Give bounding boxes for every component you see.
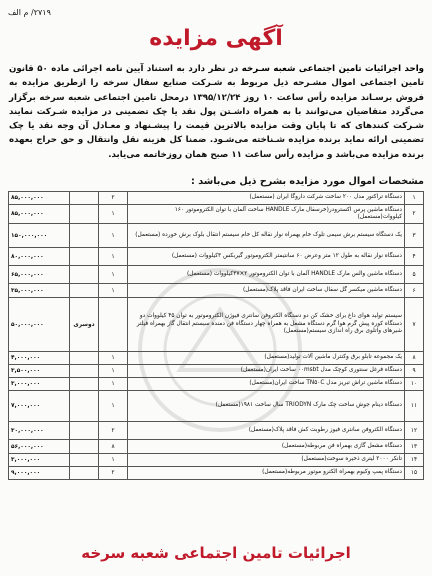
item-description: دستگاه الکتروفن سانتری فیوز رطوبت کش فاقد پلاک(مستعمل)	[128, 422, 405, 440]
table-row	[9, 391, 424, 422]
item-description: دستگاه پمپ وکیوم بهمراه الکترو موتور مربوطه(مستعمل)	[128, 467, 405, 480]
item-quantity: ۱	[99, 454, 128, 467]
item-unit	[70, 440, 99, 454]
item-unit	[70, 454, 99, 467]
item-description: دستگاه مشعل گازی بهمراه فن مربوطه(مستعمل)	[128, 440, 405, 454]
item-unit	[70, 378, 99, 391]
item-description: دستگاه تراکتور مدل ۲۰۰ ساخت شرکت داروگا ایران (مستعمل)	[128, 192, 405, 205]
notice-title: آگهی مزایده	[149, 26, 283, 51]
item-unit	[70, 365, 99, 378]
item-description: دستگاه فرغل سنتوری کوچک مدل ۰۰msbt ساخت ایران(مستعمل)	[128, 365, 405, 378]
item-number: ۱۳	[405, 440, 424, 454]
item-number: ۱۴	[405, 454, 424, 467]
item-price: ۸۰,۰۰۰,۰۰۰	[9, 248, 70, 266]
table-row	[9, 298, 424, 352]
item-price: ۳۵,۰۰۰,۰۰۰	[9, 284, 70, 298]
reference-number: ۲۷۱۹/ م الف	[8, 8, 51, 17]
item-unit	[70, 248, 99, 266]
notice-issuer: واحد اجرائیات تامین اجتماعی شعبه سـرخه	[241, 64, 425, 74]
item-price: ۵۶,۰۰۰,۰۰۰	[9, 440, 70, 454]
item-unit	[70, 192, 99, 205]
item-description: دستگاه ماشین تراش تبریز مدل TN۵۰C ساخت ایران(مستعمل)	[128, 378, 405, 391]
table-row	[9, 365, 424, 378]
table-row	[9, 454, 424, 467]
item-quantity: ۱	[99, 224, 128, 248]
item-quantity: ۱	[99, 266, 128, 284]
item-quantity: ۲	[99, 467, 128, 480]
table-row	[9, 352, 424, 365]
item-number: ۱۵	[405, 467, 424, 480]
item-price: ۸۵,۰۰۰,۰۰۰	[9, 192, 70, 205]
item-number: ۱	[405, 192, 424, 205]
item-unit	[70, 266, 99, 284]
table-row	[9, 205, 424, 224]
item-price: ۳,۰۰۰,۰۰۰	[9, 454, 70, 467]
item-number: ۱۲	[405, 422, 424, 440]
item-unit	[70, 422, 99, 440]
item-unit	[70, 224, 99, 248]
item-description: یک دستگاه سیستم برش سیمی تلوک خام بهمراه نوار نقاله کل خام سیستم انتقال بلوک برش خورده (مستعمل)	[128, 224, 405, 248]
item-description: دستگاه نوار نقاله به طول ۱۲ متر وعرض ۶۰ سانتیمتر الکتروموتور گیربکس ۳کیلووات (مستعمل)	[128, 248, 405, 266]
item-number: ۱۱	[405, 391, 424, 422]
item-quantity: ۱	[99, 378, 128, 391]
item-unit	[70, 352, 99, 365]
item-number: ۴	[405, 248, 424, 266]
item-quantity: ۸	[99, 440, 128, 454]
item-price: ۵۰,۰۰۰,۰۰۰	[9, 298, 70, 352]
item-price: ۳,۵۰۰,۰۰۰	[9, 365, 70, 378]
table-row	[9, 224, 424, 248]
item-price: ۹,۰۰۰,۰۰۰	[9, 467, 70, 480]
item-price: ۸۵,۰۰۰,۰۰۰	[9, 205, 70, 224]
item-number: ۳	[405, 224, 424, 248]
notice-text: در نظر دارد به استناد آیین نامه اجرائی ماده ۵۰ قانون تامین اجتماعی اموال مشـرحه ذیل مربوط به شـرکت صنایع سفال سرخه را ازطریق مزایده به فروش برسـاند مزایده رأس ساعت ۱۰ روز ۱۳۹۵/۱۲/۲۴ درمحل تامین اجتماعی شعبه سرخه برگزار می‌گردد متقاضیان می‌توانند با به همراه داشـتن پول نقد یا چک تضمینی در مزایده شـرکت نمایند شـرکت کنندهای که تا پایان وقت مزایده بالاترین قیمت را پیشـنهاد و معـادل آن وجه نقد یا چک تضمینی ارائه نماید برنده مزایده شـناخته می‌شـود. ضمنا کل هزینه نقل وانتقال و حق حراج بعهده برنده مزایده می‌باشد و مزایده رأس ساعت ۱۱ صبح همان روزخاتمه می‌یابد.	[9, 64, 424, 160]
item-quantity	[99, 298, 128, 352]
item-description: دستگاه ماشین پرس اکسترودر(خرسفال مارک HANDLE ساخت آلمان با توان الکتروموتور ۱۶۰ کیلووات(مستعمل)	[128, 205, 405, 224]
item-number: ۲	[405, 205, 424, 224]
item-number: ۷	[405, 298, 424, 352]
table-row	[9, 284, 424, 298]
table-row	[9, 422, 424, 440]
item-description: یک مجموعه تابلو برق وکنترل ماشین آلات تولید(مستعمل)	[128, 352, 405, 365]
item-quantity: ۱	[99, 365, 128, 378]
item-number: ۸	[405, 352, 424, 365]
table-row	[9, 378, 424, 391]
item-unit	[70, 284, 99, 298]
table-heading: مشخصات اموال مورد مزایده بشرح ذیل می‌باشد :	[191, 176, 424, 187]
item-price: ۱۵۰,۰۰۰,۰۰۰	[9, 224, 70, 248]
item-price: ۳۰,۰۰۰,۰۰۰	[9, 422, 70, 440]
item-unit	[70, 205, 99, 224]
item-quantity: ۱	[99, 284, 128, 298]
item-description: سیستم تولید هوای داغ برای خشک کن دو دستگاه الکتروفن سانتری فیوژن الکتروموتور به توان ۴۵ کیلووات دو دستگاه کوره پیش گرم هوا گرم دستگاه مشعل به همراه چهار دستگاه فن دمنده سیستم انتقال گاز بهمراه فیلتر شیرهای واتلوی برق راه اندازی سیستم(مستعمل)	[128, 298, 405, 352]
item-number: ۵	[405, 266, 424, 284]
item-quantity: ۱	[99, 248, 128, 266]
item-number: ۹	[405, 365, 424, 378]
item-unit	[70, 467, 99, 480]
item-description: تانکر ۲۰۰۰ لیتری ذخیره سوخت(مستعمل)	[128, 454, 405, 467]
item-price: ۴,۰۰۰,۰۰۰	[9, 352, 70, 365]
table-row	[9, 266, 424, 284]
item-price: ۷,۰۰۰,۰۰۰	[9, 391, 70, 422]
item-quantity: ۲	[99, 192, 128, 205]
item-quantity: ۱	[99, 352, 128, 365]
table-row	[9, 440, 424, 454]
item-price: ۳,۰۰۰,۰۰۰	[9, 378, 70, 391]
table-row	[9, 467, 424, 480]
item-description: دستگاه ماشین میکسر گل سفال ساخت ایران فاقد پلاک(مستعمل)	[128, 284, 405, 298]
table-row	[9, 248, 424, 266]
item-quantity: ۱	[99, 205, 128, 224]
item-quantity: ۱	[99, 391, 128, 422]
auction-items-table	[8, 191, 424, 480]
item-description: دستگاه ماشین والس مارک HANDLE آلمان با توان الکتروموتور ۲×۳۷کیلووات (مستعمل)	[128, 266, 405, 284]
notice-footer-signature: اجرائیات تامین اجتماعی شعبه سرخه	[81, 544, 351, 562]
table-row	[9, 192, 424, 205]
item-number: ۶	[405, 284, 424, 298]
item-unit	[70, 391, 99, 422]
item-description: دستگاه دینام جوش ساخت چک مارک TRIODYN سال ساخت ۱۹۸۱(مستعمل)	[128, 391, 405, 422]
item-number: ۱۰	[405, 378, 424, 391]
item-price: ۶۵,۰۰۰,۰۰۰	[9, 266, 70, 284]
item-quantity: ۲	[99, 422, 128, 440]
notice-body	[9, 62, 424, 162]
item-unit: دوسری	[70, 298, 99, 352]
